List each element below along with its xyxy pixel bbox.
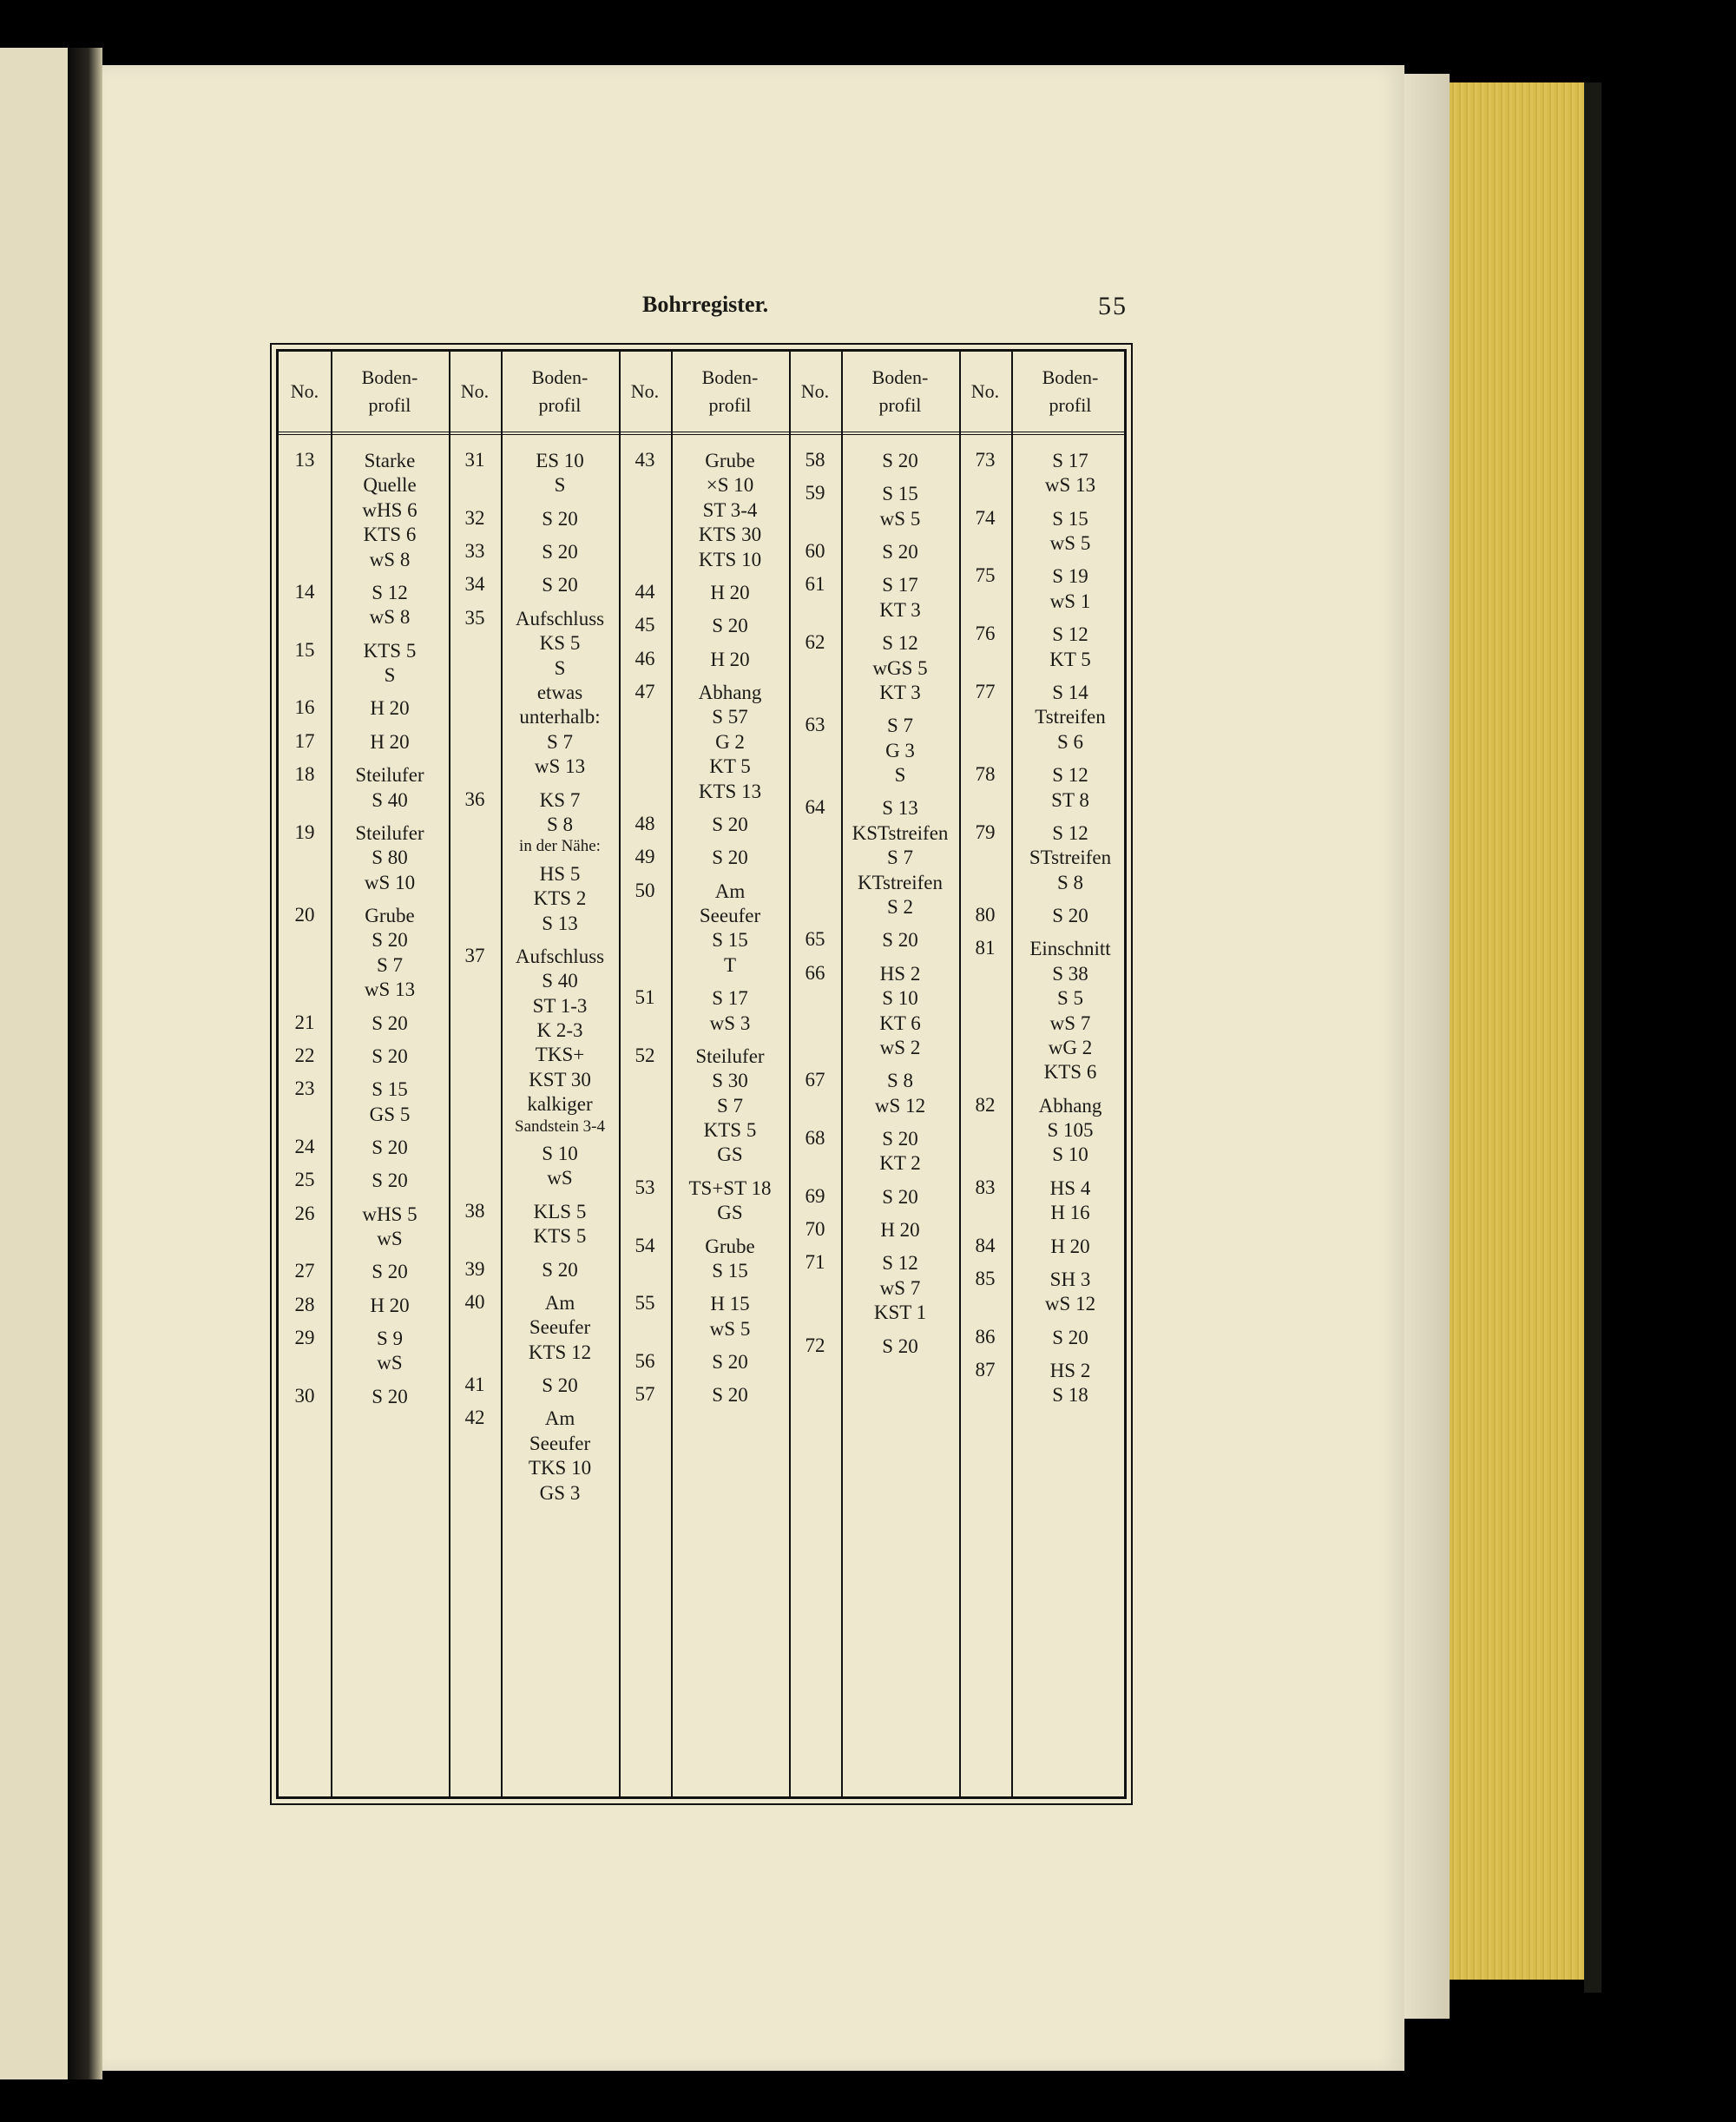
bore-number: 61 [805,573,825,596]
soil-profile-line: S [554,656,566,679]
bore-number: 63 [805,714,825,736]
soil-profile-line: wS 8 [369,548,411,570]
soil-profile-line: KTS 6 [363,524,417,546]
bore-number: 65 [805,928,825,951]
soil-profile-line: S 7 [886,847,914,869]
soil-profile-line: S 20 [542,1374,578,1396]
soil-profile-line: KTS 13 [698,780,762,802]
soil-profile-line: S 20 [372,1012,408,1034]
soil-profile-line: Aufschluss [515,945,605,967]
bore-number: 22 [294,1044,315,1066]
soil-profile-line: S 12 [882,632,918,655]
soil-profile-line: KLS 5 [533,1200,587,1222]
bore-number: 24 [294,1135,315,1157]
soil-profile-line: S 15 [1052,507,1088,530]
bore-number: 56 [635,1350,655,1373]
soil-profile-line: S 30 [712,1070,748,1092]
soil-profile-line: wS [547,1167,573,1190]
soil-profile-line: ST 8 [1051,788,1089,811]
soil-profile-line: S 20 [372,1170,408,1192]
soil-profile-line: S 7 [546,730,574,753]
soil-profile-line: S 10 [882,987,918,1010]
soil-profile-line: wGS 5 [872,656,928,679]
soil-profile-line: H 20 [710,648,750,670]
soil-profile-line: wS 12 [874,1094,926,1117]
soil-profile-line: S 20 [882,929,918,952]
soil-profile-line: S 20 [712,1384,748,1407]
soil-profile-line: HS 2 [1049,1359,1091,1381]
soil-profile-line: ST 1-3 [532,994,588,1017]
bore-number: 66 [805,961,825,984]
soil-profile-line: S 7 [886,715,914,737]
bore-number: 36 [464,788,485,810]
soil-profile-line: wHS 5 [362,1203,418,1225]
header-profile: Boden-profil [531,366,589,416]
soil-profile-line: kalkiger [527,1093,593,1116]
soil-profile-line: KTS 12 [528,1341,592,1363]
soil-profile-line: KT 5 [709,755,751,778]
bore-number: 86 [975,1325,996,1348]
soil-profile-line: in der Nähe: [519,837,601,856]
bore-number: 23 [294,1077,315,1100]
bore-number: 17 [294,729,315,752]
soil-profile-line: wG 2 [1048,1036,1093,1058]
soil-profile-line: KTS 6 [1043,1061,1097,1084]
book-gutter [68,48,102,2079]
soil-profile-line: S 20 [372,1045,408,1067]
bore-number: 34 [464,573,485,596]
soil-profile-line: KT 2 [879,1152,921,1175]
soil-profile-line: S 17 [882,574,918,596]
header-profile: Boden-profil [871,366,929,416]
soil-profile-line: KT 6 [879,1012,921,1034]
bore-number: 62 [805,631,825,654]
soil-profile-line: KST 30 [529,1068,591,1091]
soil-profile-line: Seeufer [529,1316,591,1339]
header-profile: Boden-profil [701,366,759,416]
soil-profile-line: wS 12 [1044,1293,1096,1315]
soil-profile-line: Quelle [363,474,417,497]
soil-profile-line: Seeufer [699,904,761,926]
soil-profile-line: S 17 [1052,450,1088,471]
soil-profile-line: S 20 [712,1351,748,1374]
soil-profile-line: wS 7 [879,1276,921,1299]
soil-profile-line: S 57 [712,706,748,728]
soil-profile-line: etwas [536,681,583,703]
soil-profile-line: Am [544,1407,575,1430]
soil-profile-line: wS 2 [879,1036,921,1058]
bore-number: 52 [635,1044,655,1066]
soil-profile-line: ST 3-4 [702,498,758,521]
soil-profile-line: T [723,953,737,976]
bore-number: 29 [294,1327,315,1349]
soil-profile-line: Steilufer [355,764,424,787]
soil-profile-line: KTS 5 [703,1119,757,1142]
soil-profile-line: Aufschluss [515,607,605,629]
bore-number: 70 [805,1218,825,1241]
soil-profile-line: S 12 [882,1252,918,1275]
soil-profile-line: Am [714,880,746,902]
soil-profile-line: S 7 [376,953,404,976]
page-stack-edge [1404,74,1450,2019]
bore-number: 83 [975,1176,996,1198]
bore-number: 16 [294,696,315,719]
soil-profile-line: S 10 [542,1143,578,1165]
soil-profile-line: KT 3 [879,681,921,703]
bore-number: 44 [635,580,655,603]
soil-profile-line: S 12 [1052,764,1088,787]
soil-profile-line: Seeufer [529,1432,591,1454]
soil-profile-line: S 20 [1052,904,1088,926]
soil-profile-line: S 15 [712,1259,748,1282]
soil-profile-line: wS 5 [709,1317,751,1340]
soil-profile-line: S 20 [882,1185,918,1208]
soil-profile-line: S 20 [372,929,408,952]
bore-number: 28 [294,1293,315,1315]
soil-profile-line: S 12 [1052,623,1088,646]
soil-profile-line: S 17 [712,987,748,1010]
soil-profile-line: S 20 [882,1334,918,1357]
soil-profile-line: KTS 30 [698,524,762,546]
bore-number: 71 [805,1251,825,1274]
bore-number: 55 [635,1292,655,1315]
soil-profile-line: S 20 [882,541,918,563]
bore-number: 41 [464,1374,485,1395]
bore-number: 74 [975,506,996,529]
header-profile: Boden-profil [361,366,418,416]
soil-profile-line: ES 10 [536,450,584,471]
bore-number: 87 [975,1358,996,1381]
bore-number: 67 [805,1069,825,1091]
soil-profile-line: S 13 [882,797,918,820]
soil-profile-line: KT 3 [879,598,921,621]
soil-profile-line: S [554,474,566,497]
bore-number: 81 [975,937,996,959]
soil-profile-line: ×S 10 [706,474,754,497]
soil-profile-line: S 2 [886,896,914,919]
soil-profile-line: S 19 [1052,565,1088,588]
soil-profile-line: S 9 [376,1328,404,1350]
soil-profile-line: Grube [705,450,755,471]
left-page-edge [0,48,68,2079]
header-profile: Boden-profil [1042,366,1099,416]
soil-profile-line: S 13 [542,912,578,934]
soil-profile-line: S 20 [372,1385,408,1407]
soil-profile-line: H 20 [710,581,750,603]
soil-profile-line: S 38 [1052,962,1088,985]
bore-number: 14 [294,580,315,603]
bore-number: 39 [464,1257,485,1280]
soil-profile-line: S 20 [542,1258,578,1281]
soil-profile-line: S 105 [1047,1119,1094,1142]
soil-profile-line: wS [377,1352,403,1374]
soil-profile-line: wHS 6 [362,498,418,521]
soil-profile-line: S 14 [1052,681,1088,703]
soil-profile-line: wS 13 [534,755,586,778]
soil-profile-line: S 12 [1052,821,1088,844]
soil-profile-line: S 80 [372,847,408,869]
bore-number: 77 [975,680,996,702]
soil-profile-line: H 15 [710,1293,750,1315]
bore-number: 13 [294,449,315,471]
soil-profile-line: S 18 [1052,1384,1088,1407]
bore-number: 46 [635,647,655,669]
soil-profile-line: S 7 [716,1094,744,1117]
bore-number: 50 [635,879,655,901]
soil-profile-line: HS 2 [879,962,921,985]
soil-profile-line: wS [377,1228,403,1250]
column-rule-no [449,352,503,1796]
soil-profile-line: H 20 [1050,1235,1090,1257]
soil-profile-line: GS [717,1143,743,1166]
bore-number: 42 [464,1407,485,1429]
soil-profile-line: KTS 5 [363,639,417,662]
soil-profile-line: H 20 [880,1219,920,1242]
bore-number: 68 [805,1127,825,1149]
soil-profile-line: S 20 [372,1261,408,1283]
soil-profile-line: wS 13 [364,979,416,1001]
bore-number: 57 [635,1383,655,1406]
soil-profile-line: S 20 [542,574,578,596]
soil-profile-line: S 20 [542,541,578,563]
soil-profile-line: Steilufer [355,821,424,844]
bore-number: 84 [975,1234,996,1256]
bore-number: 43 [635,449,655,471]
soil-profile-line: Einschnitt [1029,938,1111,960]
bore-number: 21 [294,1011,315,1033]
bore-number: 79 [975,820,996,843]
bore-number: 73 [975,449,996,471]
soil-profile-line: HS 4 [1049,1176,1091,1199]
soil-profile-line: S 20 [542,507,578,530]
bore-number: 59 [805,482,825,504]
soil-profile-line: Grube [705,1235,755,1257]
soil-profile-line: KTS 5 [533,1225,587,1248]
bore-number: 80 [975,903,996,926]
running-head: Bohrregister. [642,292,769,317]
bore-register-table [276,349,1127,1799]
soil-profile-line: STstreifen [1029,847,1112,869]
soil-profile-line: S 12 [372,581,408,603]
soil-profile-line: wS 5 [879,507,921,530]
soil-profile-line: SH 3 [1049,1268,1091,1290]
soil-profile-line: H 20 [370,730,410,753]
soil-profile-line: KST 1 [873,1302,927,1324]
soil-profile-line: TKS+ [535,1044,585,1066]
header-no: No. [460,380,490,403]
bore-number: 60 [805,540,825,563]
soil-profile-line: S 8 [546,813,574,835]
bore-number: 48 [635,812,655,834]
soil-profile-line: H 20 [370,1294,410,1316]
bore-number: 78 [975,763,996,786]
soil-profile-line: S 20 [712,847,748,869]
soil-profile-line: S 40 [372,788,408,811]
soil-profile-line: S 20 [1052,1326,1088,1348]
soil-profile-line: wS 8 [369,606,411,629]
bore-number: 53 [635,1176,655,1198]
soil-profile-line: unterhalb: [519,706,601,728]
soil-profile-line: Abhang [1038,1094,1102,1117]
soil-profile-line: KSTstreifen [852,821,949,844]
soil-profile-line: S 8 [886,1070,914,1092]
header-no: No. [630,380,660,403]
soil-profile-line: GS [717,1202,743,1224]
soil-profile-line: KTS 2 [533,887,587,910]
soil-profile-line: Steilufer [695,1045,765,1067]
soil-profile-line: G 2 [715,730,745,753]
soil-profile-line: KTstreifen [857,871,944,893]
book-cover-edge [1584,82,1601,1993]
soil-profile-line: S 8 [1056,871,1084,893]
bore-number: 18 [294,763,315,786]
soil-profile-line: S 40 [542,970,578,992]
soil-profile-line: Grube [365,904,415,926]
soil-profile-line: KT 5 [1049,648,1091,670]
soil-profile-line: KS 7 [539,788,581,811]
soil-profile-line: TKS 10 [528,1457,592,1479]
soil-profile-line: wS 7 [1049,1012,1091,1034]
soil-profile-line: wS 5 [1049,532,1091,555]
bore-number: 26 [294,1202,315,1224]
bore-number: 58 [805,449,825,471]
bore-number: 49 [635,846,655,868]
gilt-page-edges [1450,82,1584,1980]
bore-number: 27 [294,1260,315,1282]
soil-profile-line: KTS 10 [698,548,762,570]
column-rule-no [619,352,673,1796]
soil-profile-line: Am [544,1291,575,1314]
soil-profile-line: S [384,664,396,687]
bore-number: 82 [975,1093,996,1116]
bore-number: 64 [805,796,825,819]
soil-profile-line: Abhang [698,681,762,703]
soil-profile-line: H 20 [370,697,410,720]
bore-number: 40 [464,1290,485,1313]
soil-profile-line: S 15 [712,929,748,952]
soil-profile-line: wS 13 [1044,474,1096,497]
header-no: No. [800,380,830,403]
soil-profile-line: S 15 [882,483,918,505]
soil-profile-line: wS 3 [709,1012,751,1034]
bore-number: 31 [464,449,485,471]
soil-profile-line: Tstreifen [1035,706,1106,728]
bore-number: 51 [635,986,655,1009]
soil-profile-line: H 16 [1050,1202,1090,1224]
bore-number: 25 [294,1169,315,1191]
bore-number: 72 [805,1334,825,1356]
soil-profile-line: HS 5 [539,862,581,885]
soil-profile-line: wS 1 [1049,590,1091,612]
bore-number: 30 [294,1384,315,1407]
bore-number: 54 [635,1234,655,1256]
bore-number: 47 [635,680,655,702]
bore-number: 85 [975,1267,996,1289]
soil-profile-line: S 20 [712,813,748,835]
bore-number: 45 [635,614,655,636]
soil-profile-line: S [894,764,906,787]
page-number: 55 [1098,292,1128,320]
bore-number: 20 [294,903,315,926]
bore-number: 38 [464,1199,485,1222]
column-rule-no [279,352,332,1796]
soil-profile-line: S 20 [882,1128,918,1150]
soil-profile-line: GS 3 [539,1481,581,1504]
soil-profile-line: KS 5 [539,632,581,655]
soil-profile-line: S 5 [1056,987,1084,1010]
soil-profile-line: S 15 [372,1078,408,1101]
soil-profile-line: K 2-3 [536,1019,583,1042]
soil-profile-line: S 20 [372,1136,408,1158]
soil-profile-line: TS+ST 18 [688,1176,772,1199]
bore-number: 15 [294,638,315,661]
bore-number: 37 [464,944,485,966]
soil-profile-line: Sandstein 3-4 [515,1117,605,1136]
soil-profile-line: S 6 [1056,730,1084,753]
bore-number: 76 [975,623,996,645]
soil-profile-line: GS 5 [369,1103,411,1125]
header-no: No. [970,380,1000,403]
header-no: No. [290,380,319,403]
bore-number: 32 [464,506,485,529]
bore-number: 69 [805,1184,825,1207]
soil-profile-line: S 20 [882,450,918,471]
bore-number: 75 [975,564,996,587]
soil-profile-line: Starke [364,450,416,471]
soil-profile-line: G 3 [885,739,915,761]
soil-profile-line: wS 10 [364,871,416,893]
bore-number: 33 [464,540,485,563]
soil-profile-line: S 20 [712,615,748,637]
bore-number: 19 [294,820,315,843]
soil-profile-line: S 10 [1052,1143,1088,1166]
bore-number: 35 [464,606,485,629]
